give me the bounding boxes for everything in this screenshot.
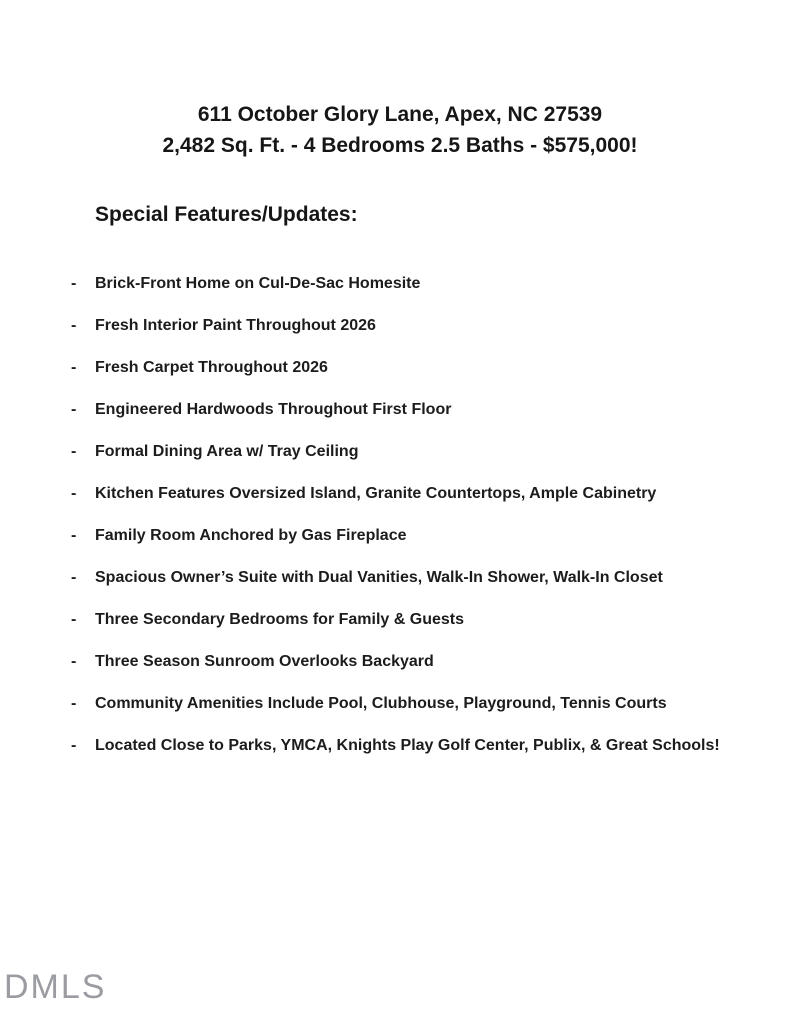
list-item <box>0 263 775 305</box>
feature-text: Three Season Sunroom Overlooks Backyard <box>95 653 434 670</box>
dash-bullet: - <box>71 527 77 544</box>
feature-text: Formal Dining Area w/ Tray Ceiling <box>95 443 359 460</box>
dash-bullet: - <box>71 401 77 418</box>
list-item <box>0 347 775 389</box>
list-item <box>0 599 775 641</box>
dash-bullet: - <box>71 737 77 754</box>
feature-text: Family Room Anchored by Gas Fireplace <box>95 527 407 544</box>
features-list <box>0 263 800 767</box>
list-item <box>0 683 775 725</box>
list-item <box>0 473 775 515</box>
dash-bullet: - <box>71 317 77 334</box>
feature-text: Fresh Interior Paint Throughout 2026 <box>95 317 376 334</box>
dash-bullet: - <box>71 443 77 460</box>
listing-title <box>0 0 800 161</box>
dash-bullet: - <box>71 653 77 670</box>
list-item <box>0 557 775 599</box>
dash-bullet: - <box>71 611 77 628</box>
list-item <box>0 515 775 557</box>
section-heading: Special Features/Updates: <box>95 203 358 226</box>
dash-bullet: - <box>71 359 77 376</box>
list-item <box>0 389 775 431</box>
feature-text: Kitchen Features Oversized Island, Granite Countertops, Ample Cabinetry <box>95 485 657 502</box>
dash-bullet: - <box>71 695 77 712</box>
feature-text: Engineered Hardwoods Throughout First Floor <box>95 401 452 418</box>
feature-text: Community Amenities Include Pool, Clubhouse, Playground, Tennis Courts <box>95 695 667 712</box>
listing-address: 611 October Glory Lane, Apex, NC 27539 <box>197 103 603 126</box>
feature-text: Spacious Owner’s Suite with Dual Vanities, Walk-In Shower, Walk-In Closet <box>95 569 663 586</box>
list-item <box>0 725 775 767</box>
feature-text: Fresh Carpet Throughout 2026 <box>95 359 328 376</box>
dmls-watermark: DMLS <box>4 968 107 1006</box>
dash-bullet: - <box>71 485 77 502</box>
listing-stats: 2,482 Sq. Ft. - 4 Bedrooms 2.5 Baths - $575,000! <box>162 134 638 157</box>
dash-bullet: - <box>71 275 77 292</box>
list-item <box>0 641 775 683</box>
list-item <box>0 431 775 473</box>
feature-text: Three Secondary Bedrooms for Family & Guests <box>95 611 464 628</box>
feature-text: Brick-Front Home on Cul-De-Sac Homesite <box>95 275 421 292</box>
dash-bullet: - <box>71 569 77 586</box>
feature-text: Located Close to Parks, YMCA, Knights Play Golf Center, Publix, & Great Schools! <box>95 737 720 754</box>
list-item <box>0 305 775 347</box>
